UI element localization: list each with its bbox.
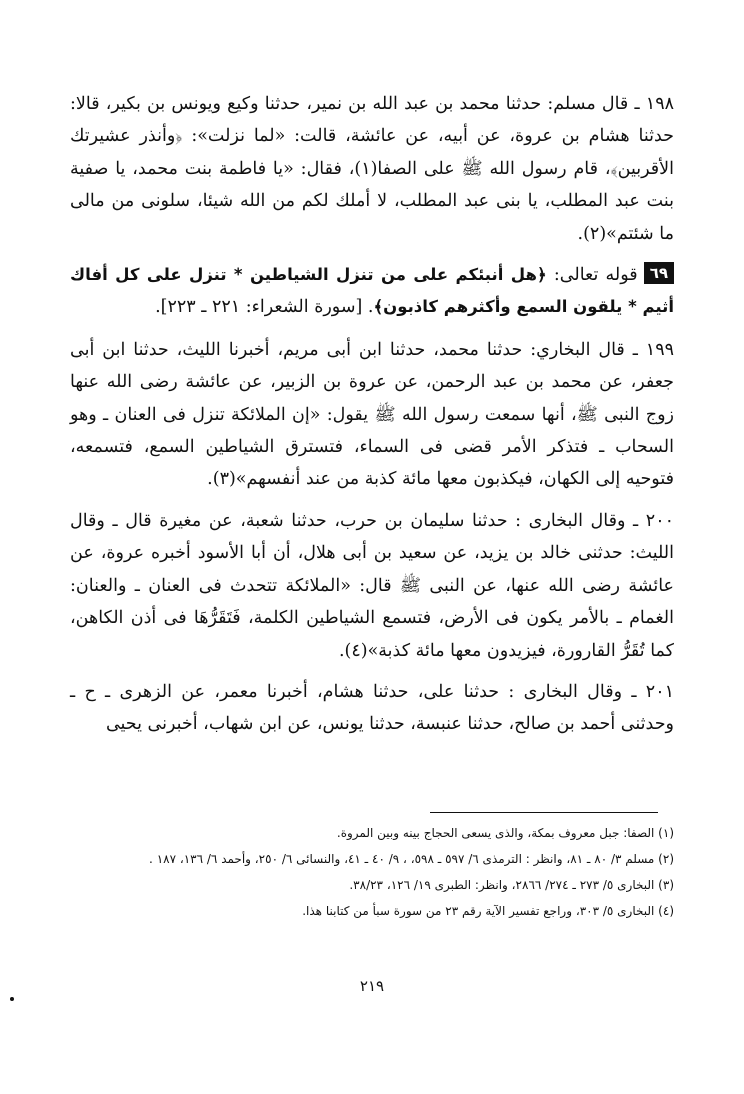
hadith-201: ٢٠١ ـ وقال البخارى : حدثنا على، حدثنا هشام، أخبرنا معمر، عن الزهرى ـ ح ـ وحدثنى أحمد بن صالح، حدثنا عنبسة، حدثنا يونس، عن ابن شهاب، أخبرنى يحيى <box>70 681 674 735</box>
footnote-2: (٢) مسلم ٣/ ٨٠ ـ ٨١، وانظر : الترمذى ٦/ ٥٩٧ ـ ٥٩٨، ، ٩/ ٤٠ ـ ٤١، والنسائى ٦/ ٢٥٠، وأحمد ٦/ ١٣٦، ١٨٧ . <box>149 852 674 866</box>
footnotes <box>70 822 674 926</box>
footnote-4: (٤) البخارى ٥/ ٣٠٣، وراجع تفسير الآية رقم ٢٣ من سورة سبأ من كتابنا هذا. <box>302 904 674 918</box>
verse-reference: . [سورة الشعراء: ٢٢١ ـ ٢٢٣]. <box>155 297 374 318</box>
hadith-200: ٢٠٠ ـ وقال البخارى : حدثنا سليمان بن حرب، حدثنا شعبة، عن مغيرة قال ـ وقال الليث: حدثنى خالد بن يزيد، عن سعيد بن أبى هلال، أن أبا الأسود أخبره عروة، عن عائشة رضى الله عنها، عن النبى ﷺ قال: «الملائكة تتحدث فى العنان ـ والعنان: الغمام ـ بالأمر يكون فى الأرض، فتسمع الشياطين الكلمة، فَتَقَرُّهَا فى أذن الكاهن، كما تُقَرُّ القارورة، فيزيدون معها مائة كذبة»(٤). <box>70 510 674 661</box>
verse-text: ﴿هل أنبئكم على من تنزل الشياطين * تنزل على كل أفاك أثيم * يلقون السمع وأكثرهم كاذبون﴾ <box>70 265 674 317</box>
verse-heading <box>70 259 674 324</box>
verse-number-badge: ٦٩ <box>644 262 674 284</box>
scan-speck <box>10 997 14 1001</box>
page-number: ٢١٩ <box>359 977 385 995</box>
footnote-1: (١) الصفا: جبل معروف بمكة، والذى يسعى الحجاج بينه وبين المروة. <box>336 826 674 840</box>
page-body <box>70 88 674 750</box>
verse-intro: قوله تعالى: <box>553 265 638 286</box>
hadith-198: ١٩٨ ـ قال مسلم: حدثنا محمد بن عبد الله بن نمير، حدثنا وكيع ويونس بن بكير، قالا: حدثنا هشام بن عروة، عن أبيه، عن عائشة، قالت: «لما نزلت»: ﴿وأنذر عشيرتك الأقربين﴾، قام رسول الله ﷺ على الصفا(١)، فقال: «يا فاطمة بنت محمد، يا صفية بنت عبد المطلب، يا بنى عبد المطلب، لا أملك لكم من الله شيئا، سلونى من مالى ما شئتم»(٢). <box>70 94 675 244</box>
footnote-separator <box>430 812 658 813</box>
footnote-3: (٣) البخارى ٥/ ٢٧٣ ـ ٢٧٤/ ٢٨٦٦، وانظر: الطبرى ١٩/ ١٢٦، ٣٨/٢٣. <box>349 878 674 892</box>
hadith-199: ١٩٩ ـ قال البخاري: حدثنا محمد، حدثنا ابن أبى مريم، أخبرنا الليث، حدثنا ابن أبى جعفر، عن محمد بن عبد الرحمن، عن عروة بن الزبير، عن عائشة رضى الله عنها زوج النبى ﷺ، أنها سمعت رسول الله ﷺ يقول: «إن الملائكة تنزل فى العنان ـ وهو السحاب ـ فتذكر الأمر قضى فى السماء، فتسترق الشياطين السمع، فتسمعه، فتوحيه إلى الكهان، فيكذبون معها مائة كذبة من عند أنفسهم»(٣). <box>70 339 674 490</box>
